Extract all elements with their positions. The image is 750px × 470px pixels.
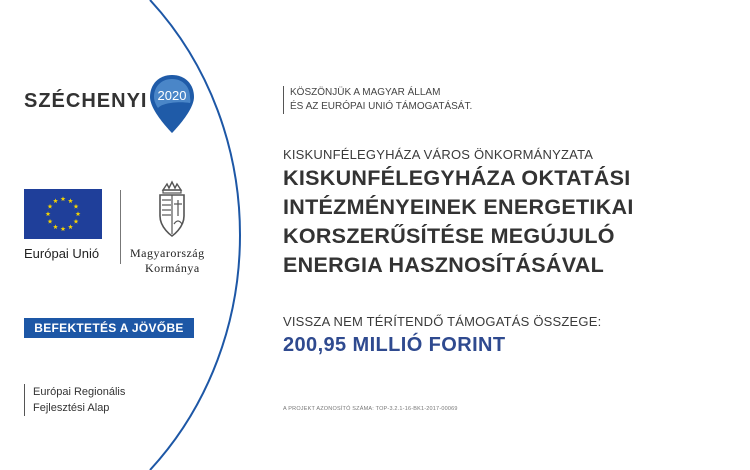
project-title-line-1: KISKUNFÉLEGYHÁZA OKTATÁSI: [283, 166, 631, 190]
project-id: A PROJEKT AZONOSÍTÓ SZÁMA: TOP-3.2.1-16-BK1-2017-00069: [283, 406, 458, 412]
government-line-2: Kormánya: [145, 261, 200, 275]
thanks-note: [283, 86, 472, 114]
fund-line-1: Európai Regionális: [33, 386, 126, 398]
invest-in-future-banner: BEFEKTETÉS A JÖVŐBE: [24, 318, 194, 338]
szechenyi-brand: SZÉCHENYI: [24, 90, 148, 112]
municipality-name: KISKUNFÉLEGYHÁZA VÁROS ÖNKORMÁNYZATA: [283, 147, 594, 162]
project-title: [283, 164, 733, 280]
eu-label: Európai Unió: [24, 246, 100, 261]
eu-flag-icon: [24, 189, 102, 239]
szechenyi-year: 2020: [157, 88, 187, 103]
project-title-line-3: KORSZERŰSÍTÉSE MEGÚJULÓ: [283, 224, 615, 248]
szechenyi-pin-icon: [148, 73, 196, 135]
thanks-line-1: KÖSZÖNJÜK A MAGYAR ÁLLAM: [290, 87, 441, 98]
government-line-1: Magyarország: [130, 246, 205, 260]
fund-line-2: Fejlesztési Alap: [33, 402, 110, 414]
erdf-label: [24, 384, 125, 416]
thanks-line-2: ÉS AZ EURÓPAI UNIÓ TÁMOGATÁSÁT.: [290, 101, 473, 112]
project-title-line-2: INTÉZMÉNYEINEK ENERGETIKAI: [283, 195, 634, 219]
hungarian-coat-of-arms-icon: [155, 180, 189, 242]
grant-amount: 200,95 MILLIÓ FORINT: [283, 334, 506, 356]
logo-divider: [120, 190, 121, 264]
project-title-line-4: ENERGIA HASZNOSÍTÁSÁVAL: [283, 253, 605, 277]
szechenyi-logo-text: [24, 90, 147, 113]
grant-label: VISSZA NEM TÉRÍTENDŐ TÁMOGATÁS ÖSSZEGE:: [283, 314, 602, 329]
